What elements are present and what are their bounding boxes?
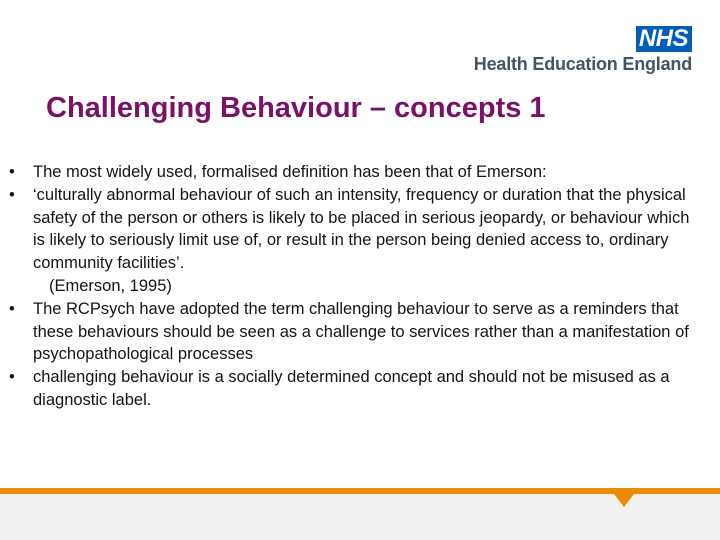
bullet-dot-icon: • (9, 163, 15, 181)
bullet-dot-icon: • (9, 368, 15, 387)
bullet-dot-icon: • (9, 299, 15, 318)
footer-band (0, 494, 720, 540)
citation: (Emerson, 1995) (49, 276, 172, 295)
footer-tab-chevron-icon (614, 494, 634, 507)
bullet-dot-icon: • (9, 185, 15, 204)
footer-accent-bar (0, 488, 720, 494)
bullet-text: The RCPsych have adopted the term challenging behaviour to serve as a reminders that these behaviours should be seen as a challenge to services rather than a manifestation of psychopathological processes (33, 299, 689, 364)
bullet-text: ‘culturally abnormal behaviour of such an intensity, frequency or duration that the physical safety of the person or others is likely to be placed in serious jeopardy, or behaviour which is likely to seriously limit use of, or result in the person being denied access to, ordinary community facilities’. (33, 185, 690, 273)
bullet-list (0, 161, 700, 412)
nhs-hee-logo (474, 26, 692, 75)
slide-title: Challenging Behaviour – concepts 1 (46, 92, 546, 124)
bullet-item (0, 298, 700, 366)
bullet-item (0, 366, 700, 412)
nhs-badge: NHS (636, 26, 692, 52)
organisation-name: Health Education England (473, 54, 692, 74)
bullet-text: The most widely used, formalised definition has been that of Emerson: (33, 163, 547, 181)
bullet-item (0, 184, 700, 298)
bullet-item (0, 161, 700, 184)
bullet-text: challenging behaviour is a socially determined concept and should not be misused as a diagnostic label. (33, 368, 670, 409)
